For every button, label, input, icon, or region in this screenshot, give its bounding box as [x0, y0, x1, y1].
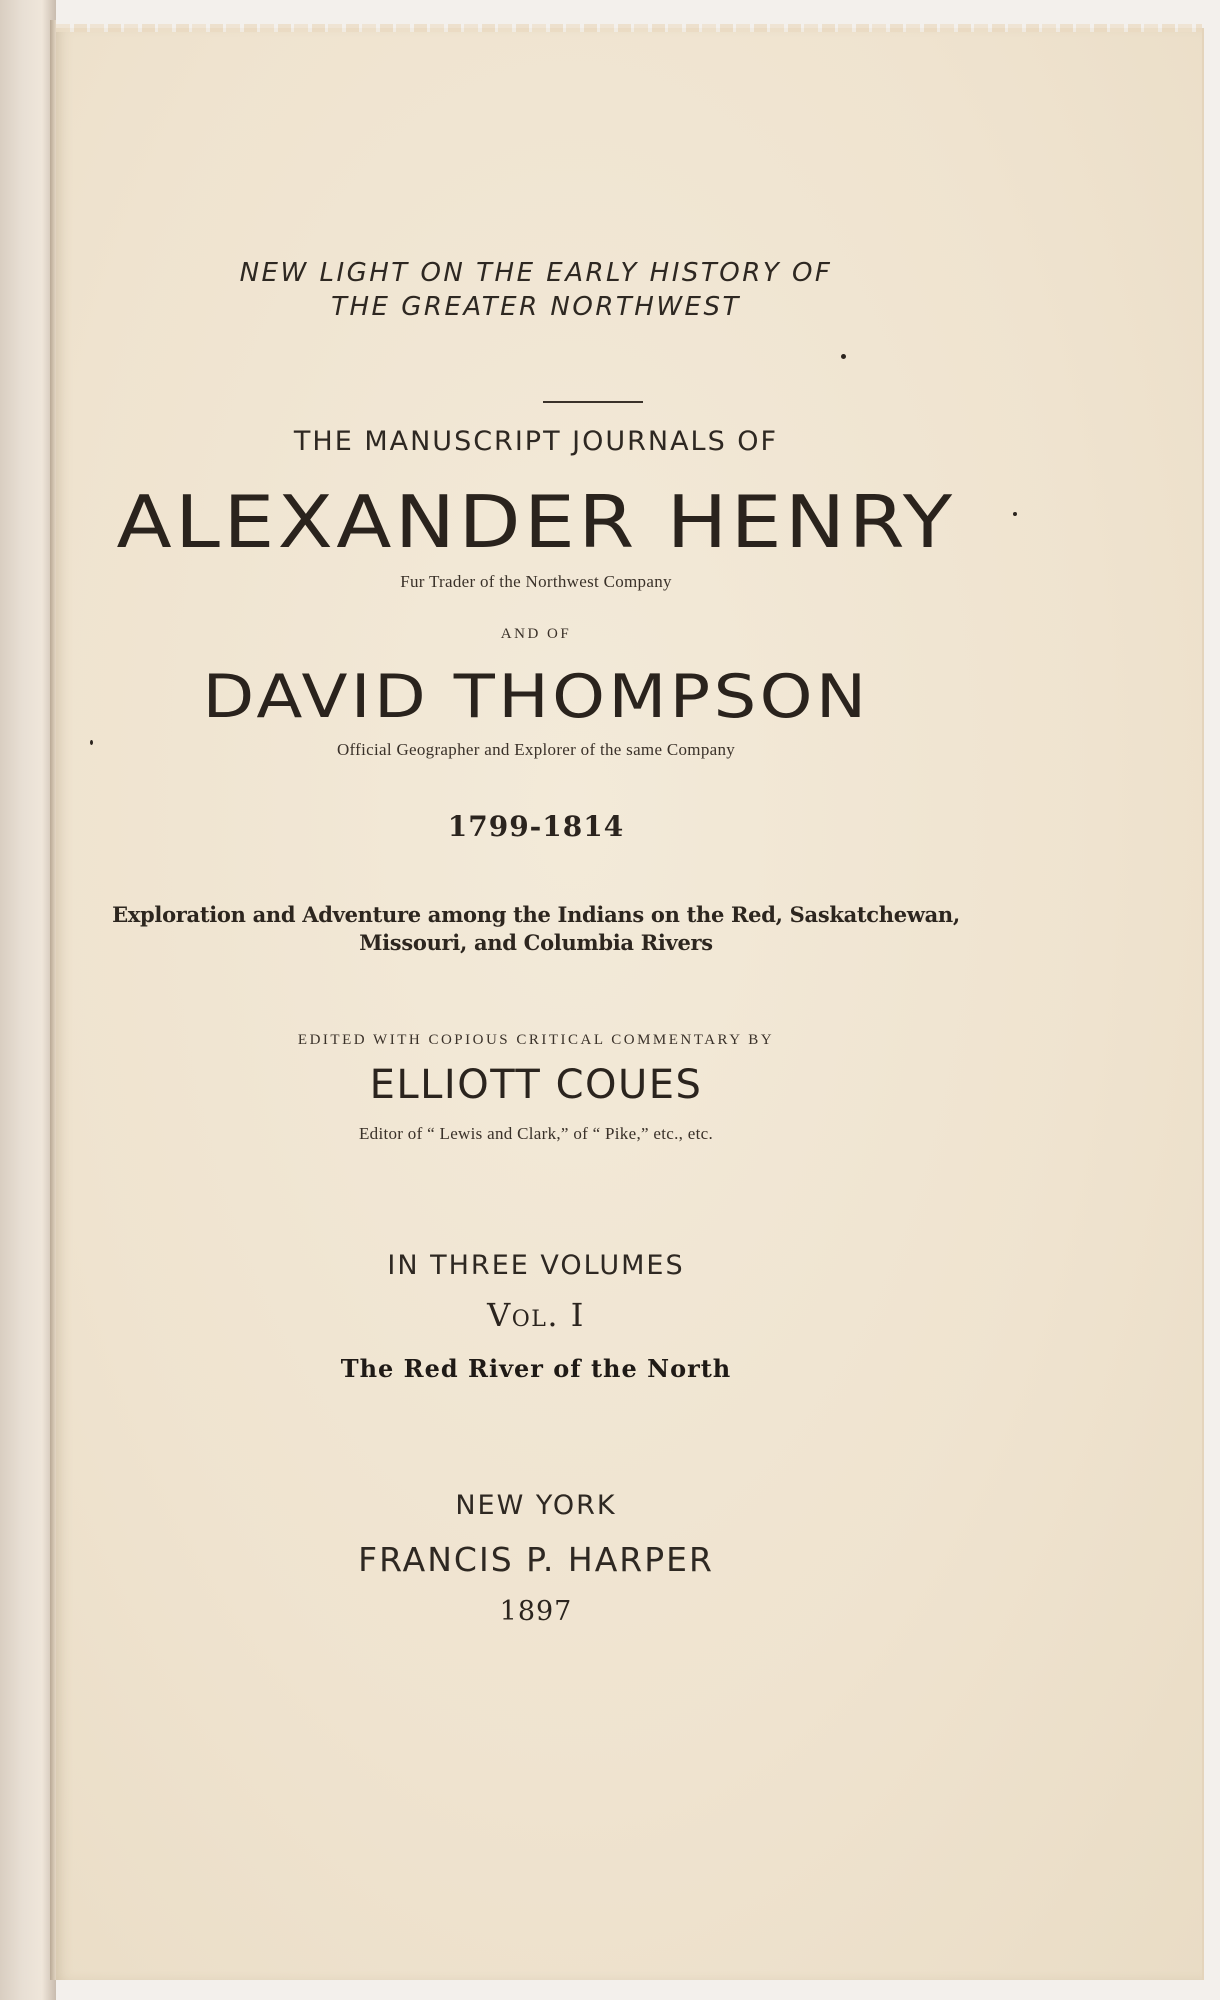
description-line-1: Exploration and Adventure among the Indians on the Red, Saskatchewan, — [112, 902, 960, 927]
volume-title: The Red River of the North — [340, 1354, 732, 1383]
author-1-role: Fur Trader of the Northwest Company — [400, 572, 672, 591]
edited-by-label: EDITED WITH COPIOUS CRITICAL COMMENTARY BY — [297, 1032, 775, 1048]
series-title-line-2: THE GREATER NORTHWEST — [331, 292, 741, 322]
editor-name: ELLIOTT COUES — [369, 1062, 703, 1108]
series-title-line-1: NEW LIGHT ON THE EARLY HISTORY OF — [239, 258, 833, 288]
title-page — [56, 28, 1204, 1980]
author-2-name: DAVID THOMPSON — [202, 662, 870, 732]
paper-fleck — [90, 740, 93, 745]
paper-fleck — [841, 354, 846, 359]
editor-credits: Editor of “ Lewis and Clark,” of “ Pike,” etc., etc. — [358, 1124, 714, 1143]
description-line-2: Missouri, and Columbia Rivers — [359, 930, 713, 955]
journals-heading: THE MANUSCRIPT JOURNALS OF — [293, 426, 779, 457]
publisher-city: NEW YORK — [455, 1490, 617, 1521]
author-2-role: Official Geographer and Explorer of the same Company — [336, 740, 736, 759]
publisher-name: FRANCIS P. HARPER — [358, 1540, 714, 1579]
author-1-name: ALEXANDER HENRY — [116, 480, 956, 564]
book-spine-edge — [0, 0, 56, 2000]
paper-fleck — [1013, 512, 1017, 516]
date-range: 1799-1814 — [447, 810, 625, 843]
title-divider-rule — [543, 401, 643, 403]
publication-year: 1897 — [499, 1596, 573, 1627]
volume-number: Vol. I — [487, 1296, 585, 1334]
and-of-label: AND OF — [500, 626, 572, 642]
volumes-count: IN THREE VOLUMES — [387, 1250, 685, 1281]
deckle-edge — [56, 24, 1202, 32]
